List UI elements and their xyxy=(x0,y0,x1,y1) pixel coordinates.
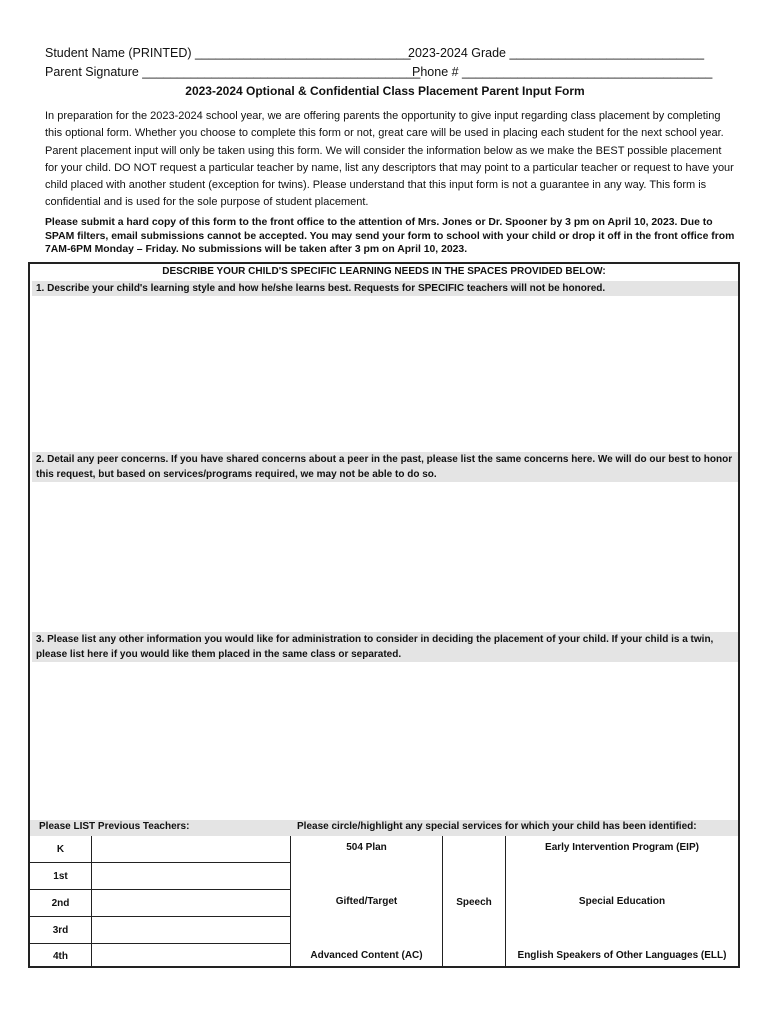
intro-paragraph: In preparation for the 2023-2024 school year, we are offering parents the opportunity to give input regarding class placement by completing this optional form. Whether you choose to complete this form or not, great care will be used in placing each student for the next school year. Parent placement input will only be taken using this form. We will consider the information below as we make the BEST possible placement for your child. DO NOT request a particular teacher by name, list any descriptors that may point to a particular teacher or request to have your child placed with another student (exception for twins). Please understand that this input form is not a guarantee in any way. This form is confidential and is used for the sole purpose of student placement. xyxy=(45,110,734,209)
service-gifted[interactable]: Gifted/Target xyxy=(335,896,398,907)
service-eip[interactable]: Early Intervention Program (EIP) xyxy=(545,842,699,853)
service-special-education[interactable]: Special Education xyxy=(578,896,666,907)
learning-needs-box xyxy=(28,262,740,968)
grade-label: 2023-2024 Grade ____________________________ xyxy=(408,46,705,60)
teacher-1st-input[interactable] xyxy=(92,863,291,890)
service-advanced-content[interactable]: Advanced Content (AC) xyxy=(310,950,423,961)
submission-instructions: Please submit a hard copy of this form to the front office to the attention of Mrs. Jones or Dr. Spooner by 3 pm on April 10, 2023. Due to SPAM filters, email submissions cannot be accepted. You may send your form to school with your child or drop it off in the front office from 7AM-6PM Monday – Friday. No submissions will be taken after 3 pm on April 10, 2023. xyxy=(45,217,735,255)
grade-1st: 1st xyxy=(30,863,92,890)
answer-1-area[interactable] xyxy=(32,297,736,449)
section-heading: DESCRIBE YOUR CHILD'S SPECIFIC LEARNING NEEDS IN THE SPACES PROVIDED BELOW: xyxy=(162,266,606,277)
service-504-plan[interactable]: 504 Plan xyxy=(346,842,387,853)
grade-4th: 4th xyxy=(30,944,92,968)
teachers-header: Please LIST Previous Teachers: xyxy=(39,821,190,832)
parent-signature-label: Parent Signature ________________________________________ xyxy=(45,65,421,79)
grade-field[interactable] xyxy=(408,46,704,60)
teacher-3rd-input[interactable] xyxy=(92,917,291,944)
teacher-2nd-input[interactable] xyxy=(92,890,291,917)
grade-3rd: 3rd xyxy=(30,917,92,944)
form-title: 2023-2024 Optional & Confidential Class Placement Parent Input Form xyxy=(185,84,585,98)
student-name-label: Student Name (PRINTED) _______________________________ xyxy=(45,46,411,60)
grade-k: K xyxy=(30,836,92,863)
table-header xyxy=(30,820,738,836)
service-ell[interactable]: English Speakers of Other Languages (ELL) xyxy=(517,950,727,961)
services-col-3 xyxy=(506,836,738,968)
question-3: 3. Please list any other information you would like for administration to consider in deciding the placement of your child. If your child is a twin, please list here if you would like them placed in the same class or separated. xyxy=(32,632,738,662)
question-2: 2. Detail any peer concerns. If you have shared concerns about a peer in the past, please list the same concerns here. We will do our best to honor this request, but based on services/programs required, we may not be able to do so. xyxy=(32,452,738,482)
student-name-field[interactable] xyxy=(45,46,411,60)
service-speech[interactable]: Speech xyxy=(456,896,492,908)
answer-2-area[interactable] xyxy=(32,484,736,630)
phone-field[interactable] xyxy=(412,65,712,79)
question-1: 1. Describe your child's learning style and how he/she learns best. Requests for SPECIFIC teachers will not be honored. xyxy=(32,281,738,296)
services-col-2 xyxy=(443,836,506,968)
phone-label: Phone # ____________________________________ xyxy=(412,65,713,79)
teacher-k-input[interactable] xyxy=(92,836,291,863)
teacher-4th-input[interactable] xyxy=(92,944,291,968)
answer-3-area[interactable] xyxy=(32,664,736,814)
services-col-1 xyxy=(291,836,443,968)
services-header: Please circle/highlight any special services for which your child has been identified: xyxy=(297,821,697,832)
parent-signature-field[interactable] xyxy=(45,65,420,79)
grade-2nd: 2nd xyxy=(30,890,92,917)
